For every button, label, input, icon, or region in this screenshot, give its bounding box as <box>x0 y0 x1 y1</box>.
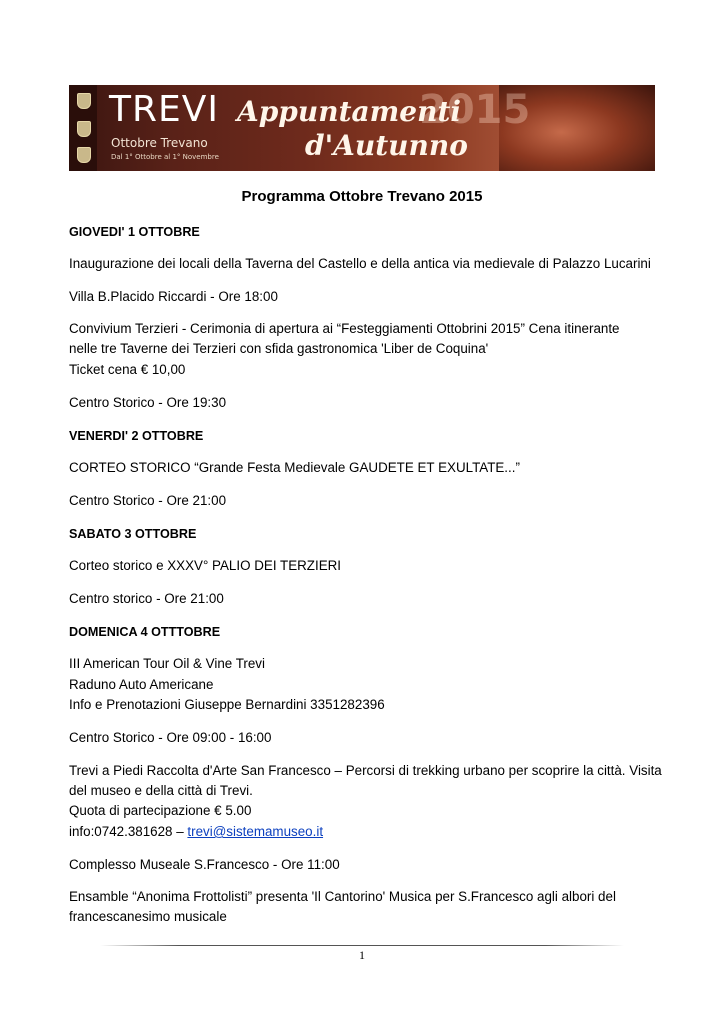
banner-subtitle: Ottobre Trevano <box>111 136 208 150</box>
event-text: CORTEO STORICO “Grande Festa Medievale GAUDETE ET EXULTATE...” <box>69 460 520 475</box>
event-location: Centro Storico - Ore 21:00 <box>69 493 227 508</box>
coat-of-arms-icon <box>77 93 91 109</box>
event-text: Convivium Terzieri - Cerimonia di apertura ai “Festeggiamenti Ottobrini 2015” Cena itinerante <box>69 321 620 336</box>
event-location: Centro Storico - Ore 19:30 <box>69 395 227 410</box>
banner-dates: Dal 1° Ottobre al 1° Novembre <box>111 153 219 161</box>
day-heading: DOMENICA 4 OTTTOBRE <box>69 625 221 639</box>
event-text: francescanesimo musicale <box>69 909 227 924</box>
event-text: III American Tour Oil & Vine Trevi <box>69 656 265 671</box>
event-text: Corteo storico e XXXV° PALIO DEI TERZIERI <box>69 558 342 573</box>
banner-year: 2015 <box>419 87 531 133</box>
coat-of-arms-icon <box>77 121 91 137</box>
day-heading: SABATO 3 OTTOBRE <box>69 527 197 541</box>
event-text: nelle tre Taverne dei Terzieri con sfida gastronomica 'Liber de Coquina' <box>69 341 489 356</box>
document-title: Programma Ottobre Trevano 2015 <box>241 188 483 205</box>
event-location: Centro Storico - Ore 09:00 - 16:00 <box>69 730 272 745</box>
banner-script-line1: Appuntamenti <box>237 95 462 128</box>
day-heading: GIOVEDI' 1 OTTOBRE <box>69 225 200 239</box>
event-text: Inaugurazione dei locali della Taverna del Castello e della antica via medievale di Palazzo Lucarini <box>69 256 651 271</box>
event-price: Ticket cena € 10,00 <box>69 362 186 377</box>
event-location: Villa B.Placido Riccardi - Ore 18:00 <box>69 289 278 304</box>
event-text: Raduno Auto Americane <box>69 677 214 692</box>
event-contact <box>69 822 669 843</box>
banner-script-line2: d'Autunno <box>305 129 468 162</box>
event-location: Complesso Museale S.Francesco - Ore 11:00 <box>69 857 340 872</box>
event-price: Quota di partecipazione € 5.00 <box>69 803 252 818</box>
event-text: del museo e della città di Trevi. <box>69 783 253 798</box>
event-contact: Info e Prenotazioni Giuseppe Bernardini 3351282396 <box>69 697 385 712</box>
page-number: 1 <box>359 948 365 962</box>
coat-of-arms-icon <box>77 147 91 163</box>
footer-divider <box>100 945 624 946</box>
email-link[interactable]: trevi@sistemamuseo.it <box>187 824 324 839</box>
day-heading: VENERDI' 2 OTTOBRE <box>69 429 204 443</box>
contact-phone: info:0742.381628 – <box>69 824 188 839</box>
emblem-strip <box>69 85 97 171</box>
banner-title: TREVI <box>109 89 219 130</box>
event-text: Trevi a Piedi Raccolta d'Arte San Francesco – Percorsi di trekking urbano per scoprire la città. Visita <box>69 763 662 778</box>
event-location: Centro storico - Ore 21:00 <box>69 591 224 606</box>
event-text: Ensamble “Anonima Frottolisti” presenta 'Il Cantorino' Musica per S.Francesco agli albori del <box>69 889 616 904</box>
header-banner <box>69 85 655 171</box>
